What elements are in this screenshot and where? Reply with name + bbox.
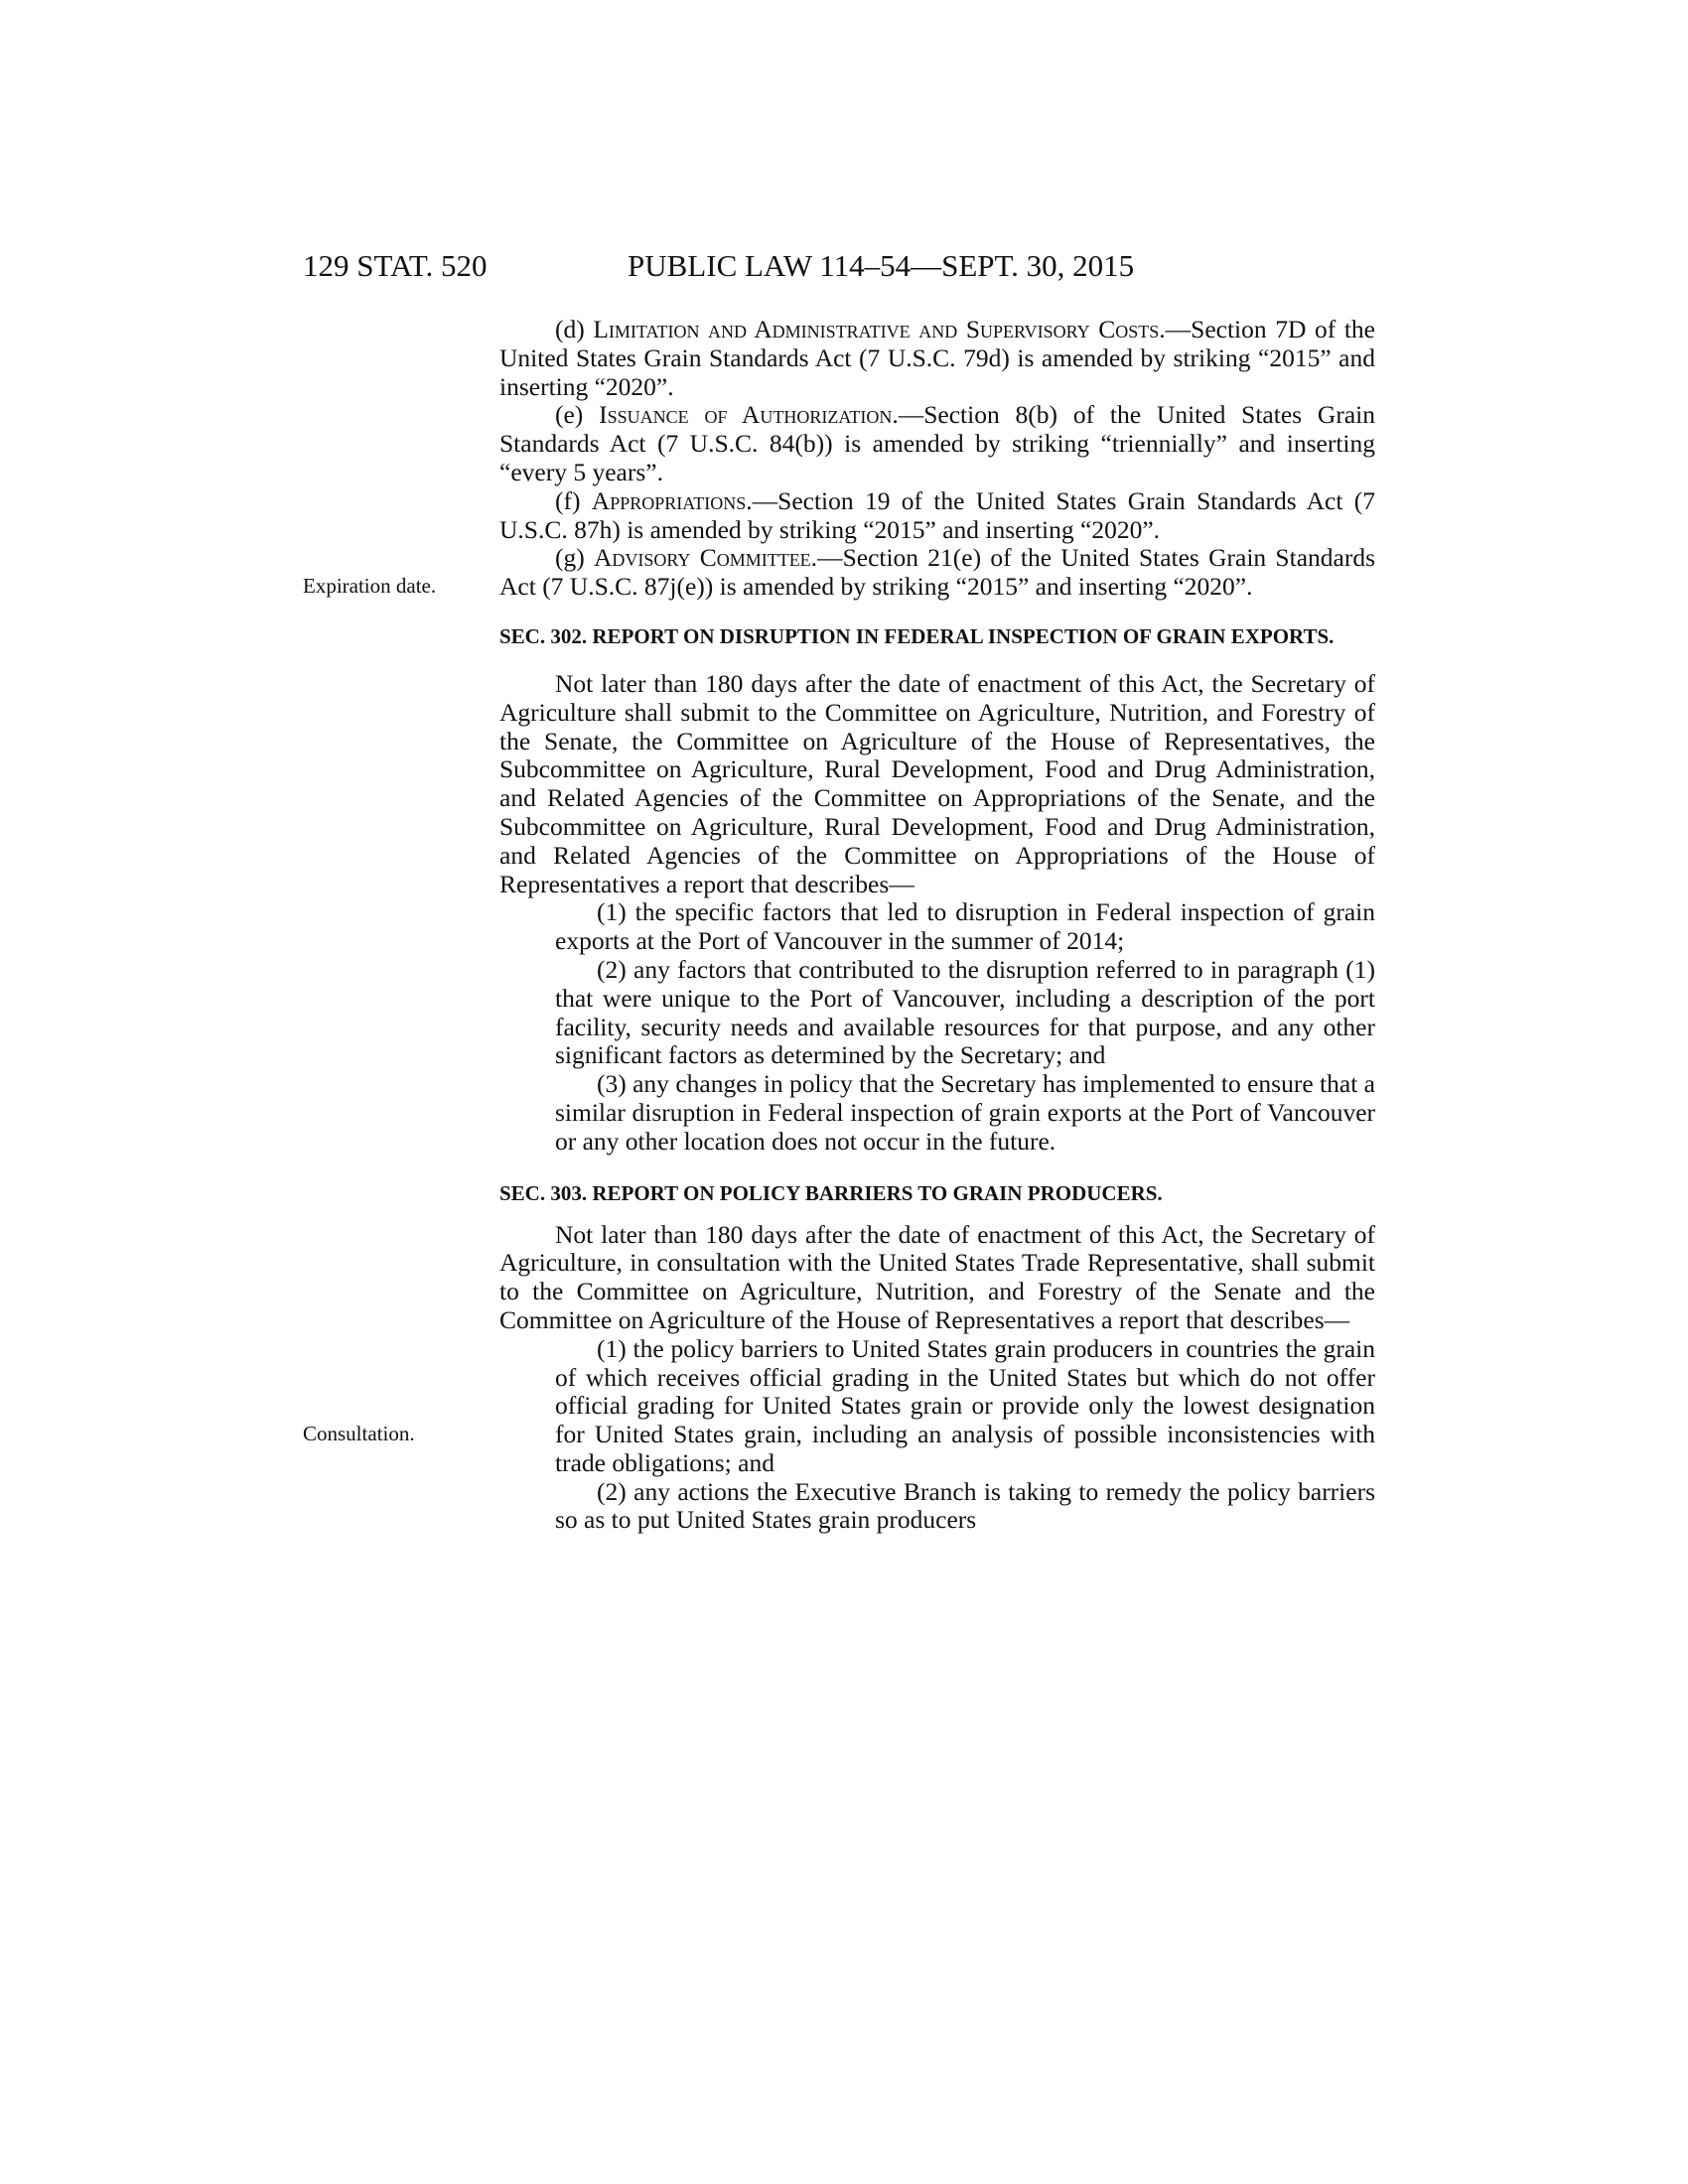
running-head: PUBLIC LAW 114–54—SEPT. 30, 2015 <box>628 248 1135 283</box>
subsection-text: —Section 7D of the United States Grain Standards Act (7 U.S.C. 79d) is amended by striking “2015” and inserting “2020”. <box>499 315 1375 401</box>
subsection-marker: (f) <box>555 485 592 515</box>
stat-page-number: 129 STAT. 520 <box>303 248 488 283</box>
section-303-intro: Not later than 180 days after the date of enactment of this Act, the Secretary of Agriculture, in consultation with the United States Trade Representative, shall submit to the Committee on Agriculture, Nutrition, and Forestry of the Senate and the Committee on Agriculture of the House of Representatives a report that describes— <box>499 1219 1375 1334</box>
margin-note-expiration: Expiration date. <box>303 574 437 598</box>
subsection-marker: (g) <box>555 543 594 573</box>
subsection-text: —Section 8(b) of the United States Grain Standards Act (7 U.S.C. 84(b)) is amended by striking “triennially” and inserting “every 5 years”. <box>499 400 1375 486</box>
section-302-intro: Not later than 180 days after the date of enactment of this Act, the Secretary of Agriculture shall submit to the Committee on Agriculture, Nutrition, and Forestry of the Senate, the Committee on Agriculture of the House of Representatives, the Subcommittee on Agriculture, Rural Development, Food and Drug Administration, and Related Agencies of the Committee on Appropriations of the Senate, and the Subcommittee on Agriculture, Rural Development, Food and Drug Administration, and Related Agencies of the Committee on Appropriations of the House of Representatives a report that describes— <box>499 668 1375 898</box>
section-303-item-1: (1) the policy barriers to United States grain producers in countries the grain of which receives official grading in the United States but which do not offer official grading for United States grain or provide only the lowest designation for United States grain, including an analysis of possible inconsistencies with trade obligations; and <box>555 1333 1375 1477</box>
margin-note-consultation: Consultation. <box>303 1422 415 1445</box>
subsection-text: —Section 19 of the United States Grain Standards Act (7 U.S.C. 87h) is amended by striking “2015” and inserting “2020”. <box>499 485 1375 544</box>
subsection-text: —Section 21(e) of the United States Grain Standards Act (7 U.S.C. 87j(e)) is amended by striking “2015” and inserting “2020”. <box>499 543 1375 602</box>
subsection-heading: Issuance of Authorization. <box>599 400 899 430</box>
section-302-heading: SEC. 302. REPORT ON DISRUPTION IN FEDERAL INSPECTION OF GRAIN EXPORTS. <box>499 623 1335 648</box>
section-303-item-2: (2) any actions the Executive Branch is taking to remedy the policy barriers so as to put United States grain producers <box>555 1476 1375 1535</box>
subsection-d <box>499 316 1375 401</box>
section-302-item-3: (3) any changes in policy that the Secretary has implemented to ensure that a similar disruption in Federal inspection of grain exports at the Port of Vancouver or any other location does not occur in the future. <box>555 1069 1375 1156</box>
subsection-f <box>499 487 1375 545</box>
document-body <box>499 316 1375 1535</box>
section-302-item-1: (1) the specific factors that led to disruption in Federal inspection of grain exports at the Port of Vancouver in the summer of 2014; <box>555 897 1375 956</box>
subsection-e <box>499 401 1375 486</box>
subsection-marker: (d) <box>555 315 594 343</box>
subsection-g <box>499 544 1375 602</box>
page-header <box>0 248 1688 288</box>
section-303-heading: SEC. 303. REPORT ON POLICY BARRIERS TO GRAIN PRODUCERS. <box>499 1180 1163 1205</box>
subsection-marker: (e) <box>555 400 600 430</box>
subsection-heading: Advisory Committee. <box>594 543 818 573</box>
subsection-heading: Appropriations. <box>591 485 753 515</box>
section-302-item-2: (2) any factors that contributed to the disruption referred to in paragraph (1) that were unique to the Port of Vancouver, including a description of the port facility, security needs and available resources for that purpose, and any other significant factors as determined by the Secretary; and <box>555 954 1375 1070</box>
subsection-heading: Limitation and Administrative and Supervisory Costs. <box>593 315 1166 343</box>
